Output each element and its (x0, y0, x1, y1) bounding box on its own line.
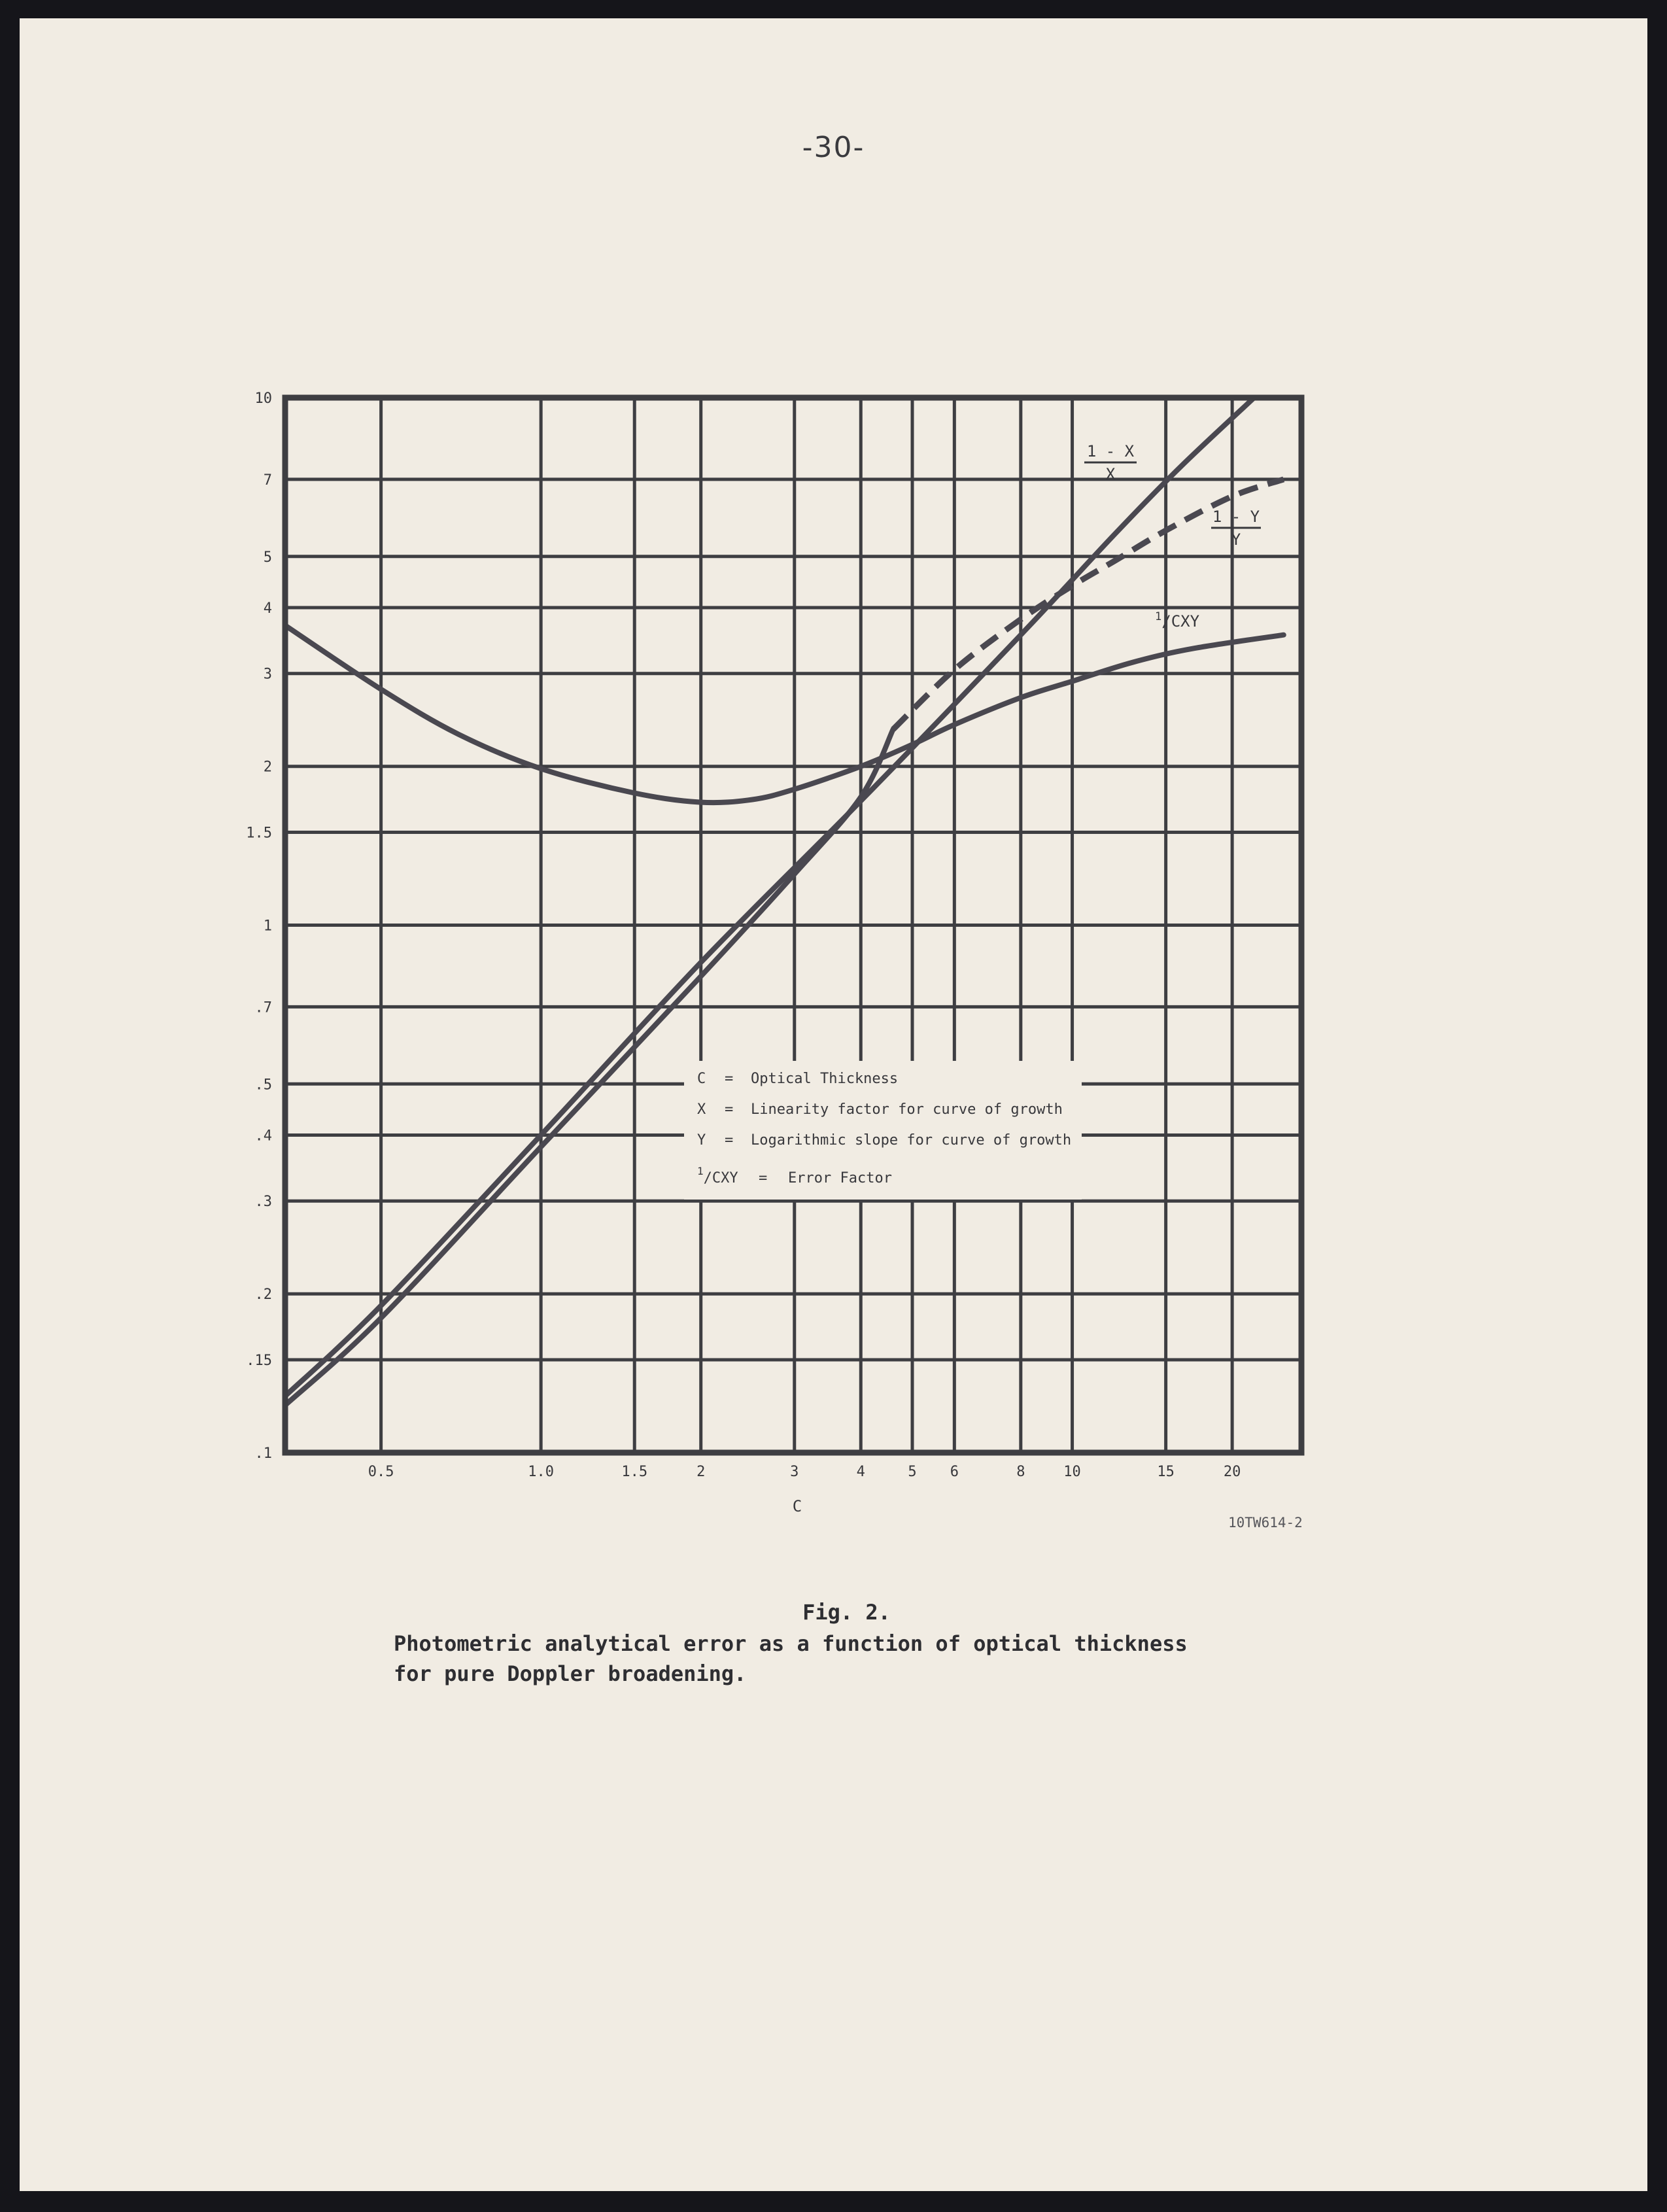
legend-symbol-sup: 1 (697, 1165, 704, 1177)
label-1-minus-x-denominator: X (1105, 465, 1116, 483)
x-tick-label: 1.5 (621, 1464, 648, 1480)
label-error-factor-sup: 1 (1155, 610, 1162, 623)
y-tick-label: 5 (263, 549, 272, 566)
drawing-id: 10TW614-2 (1228, 1515, 1303, 1530)
y-tick-label: .4 (254, 1128, 272, 1145)
legend-equals: = (725, 1132, 734, 1149)
caption-line-2: for pure Doppler broadening. (394, 1661, 747, 1686)
label-error-factor (1155, 610, 1200, 631)
x-tick-label: 3 (790, 1464, 799, 1480)
y-tick-label: .7 (254, 999, 272, 1016)
series-error-factor (285, 625, 1284, 803)
label-1-minus-x-numerator: 1 - X (1086, 442, 1135, 460)
y-tick-label: .15 (246, 1352, 272, 1369)
x-tick-label: 20 (1223, 1464, 1241, 1480)
legend-equals: = (759, 1170, 768, 1186)
x-tick-label: 8 (1016, 1464, 1025, 1480)
y-tick-label: 10 (254, 390, 272, 407)
x-tick-label: 2 (696, 1464, 706, 1480)
x-tick-label: 1.0 (528, 1464, 555, 1480)
x-tick-label: 4 (856, 1464, 865, 1480)
series-1-minus-x-over-x (285, 398, 1254, 1396)
y-tick-label: 1.5 (246, 825, 272, 842)
x-tick-label: 0.5 (368, 1464, 394, 1480)
legend-symbol: Y (697, 1132, 706, 1149)
y-tick-label: 7 (263, 472, 272, 489)
x-axis-label: C (792, 1497, 802, 1515)
legend-description: Linearity factor for curve of growth (751, 1101, 1063, 1118)
x-tick-label: 10 (1063, 1464, 1081, 1480)
x-tick-labels (368, 1464, 1241, 1480)
x-tick-label: 6 (950, 1464, 959, 1480)
legend-symbol-main: /CXY (703, 1170, 738, 1186)
figure-number: Fig. 2. (802, 1600, 891, 1625)
legend-description: Error Factor (788, 1170, 892, 1186)
legend-description: Logarithmic slope for curve of growth (751, 1132, 1072, 1149)
legend-equals: = (725, 1101, 734, 1118)
x-tick-label: 5 (908, 1464, 917, 1480)
y-tick-label: 1 (263, 918, 272, 935)
y-tick-label: .5 (254, 1077, 272, 1094)
y-tick-label: 4 (263, 600, 272, 617)
horizontal-gridlines (285, 398, 1301, 1453)
label-1-minus-y-denominator: Y (1231, 530, 1241, 549)
label-1-minus-y-numerator: 1 - Y (1212, 508, 1260, 526)
legend-symbol: C (697, 1071, 706, 1087)
y-tick-label: 2 (263, 759, 272, 776)
data-curves (285, 398, 1284, 1406)
caption-line-1: Photometric analytical error as a function of optical thickness (394, 1631, 1188, 1656)
y-tick-label: .3 (254, 1194, 272, 1211)
legend-symbol: X (697, 1101, 706, 1118)
legend-equals: = (725, 1071, 734, 1087)
y-tick-labels (246, 390, 272, 1462)
y-tick-label: .1 (254, 1445, 272, 1462)
x-tick-label: 15 (1157, 1464, 1175, 1480)
y-tick-label: 3 (263, 666, 272, 683)
label-error-factor-main: /CXY (1161, 612, 1200, 631)
legend-description: Optical Thickness (751, 1071, 899, 1087)
figure-caption (394, 1629, 1375, 1689)
y-tick-label: .2 (254, 1287, 272, 1304)
page-number: -30- (802, 131, 865, 164)
